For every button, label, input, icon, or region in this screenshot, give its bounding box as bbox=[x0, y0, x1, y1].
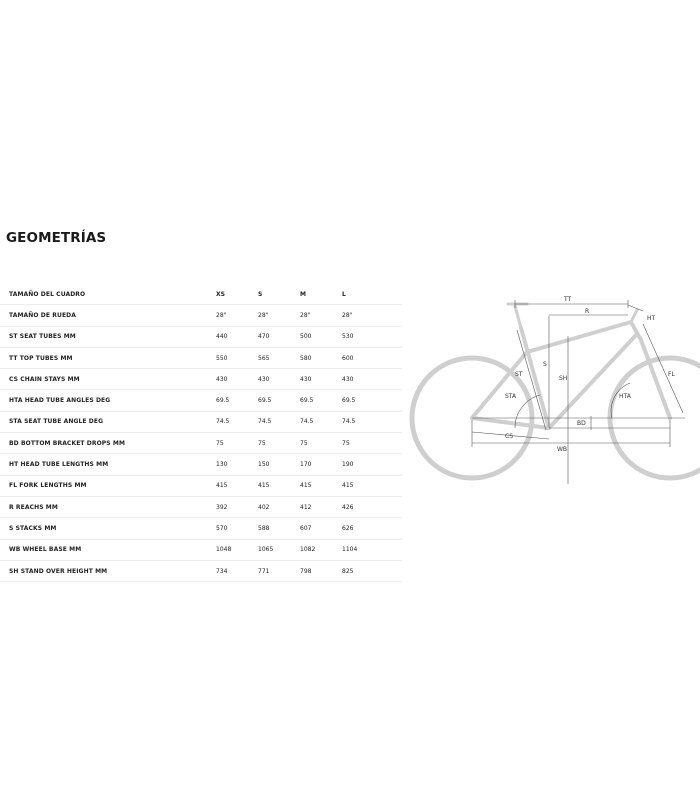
table-row bbox=[0, 475, 402, 496]
cell-m: 75 bbox=[300, 433, 342, 454]
table-row bbox=[0, 305, 402, 326]
cell-xs: 415 bbox=[216, 475, 258, 496]
table-row bbox=[0, 369, 402, 390]
cell-s: 75 bbox=[258, 433, 300, 454]
chain-stay bbox=[472, 418, 549, 428]
table-row bbox=[0, 454, 402, 475]
table-row bbox=[0, 326, 402, 347]
cell-m: 798 bbox=[300, 560, 342, 581]
row-label: BD BOTTOM BRACKET DROPS MM bbox=[0, 433, 216, 454]
cell-s: 150 bbox=[258, 454, 300, 475]
cell-xs: 570 bbox=[216, 518, 258, 539]
cell-s: 402 bbox=[258, 496, 300, 517]
cell-l: 74.5 bbox=[342, 411, 402, 432]
cell-s: 430 bbox=[258, 369, 300, 390]
bike-geometry-diagram bbox=[405, 290, 700, 490]
label-sh: SH bbox=[559, 375, 568, 382]
label-st: ST bbox=[515, 371, 523, 378]
size-header-m: M bbox=[300, 284, 342, 305]
row-label: STA SEAT TUBE ANGLE DEG bbox=[0, 411, 216, 432]
cell-m: 412 bbox=[300, 496, 342, 517]
cell-xs: 75 bbox=[216, 433, 258, 454]
cell-m: 415 bbox=[300, 475, 342, 496]
page-title: GEOMETRÍAS bbox=[6, 230, 107, 246]
cell-xs: 550 bbox=[216, 347, 258, 368]
cell-m: 1082 bbox=[300, 539, 342, 560]
cell-s: 565 bbox=[258, 347, 300, 368]
dimension-lines bbox=[472, 300, 685, 484]
label-wb: WB bbox=[557, 446, 568, 453]
cell-l: 190 bbox=[342, 454, 402, 475]
cell-xs: 430 bbox=[216, 369, 258, 390]
cell-s: 69.5 bbox=[258, 390, 300, 411]
label-cs: CS bbox=[505, 433, 513, 440]
cell-l: 600 bbox=[342, 347, 402, 368]
table-row bbox=[0, 390, 402, 411]
cell-l: 825 bbox=[342, 560, 402, 581]
cell-m: 69.5 bbox=[300, 390, 342, 411]
cell-m: 170 bbox=[300, 454, 342, 475]
table-header-row bbox=[0, 284, 402, 305]
cell-xs: 734 bbox=[216, 560, 258, 581]
row-label: TAMAÑO DE RUEDA bbox=[0, 305, 216, 326]
cell-m: 580 bbox=[300, 347, 342, 368]
cell-xs: 130 bbox=[216, 454, 258, 475]
cell-xs: 392 bbox=[216, 496, 258, 517]
size-header-l: L bbox=[342, 284, 402, 305]
label-s: S bbox=[543, 361, 547, 368]
cell-l: 530 bbox=[342, 326, 402, 347]
cell-s: 588 bbox=[258, 518, 300, 539]
cell-m: 607 bbox=[300, 518, 342, 539]
table-row bbox=[0, 539, 402, 560]
row-label: SH STAND OVER HEIGHT MM bbox=[0, 560, 216, 581]
size-header-xs: XS bbox=[216, 284, 258, 305]
label-hta: HTA bbox=[619, 393, 631, 400]
cell-l: 75 bbox=[342, 433, 402, 454]
size-header-s: S bbox=[258, 284, 300, 305]
cell-l: 415 bbox=[342, 475, 402, 496]
row-label: S STACKS MM bbox=[0, 518, 216, 539]
cell-l: 426 bbox=[342, 496, 402, 517]
label-r: R bbox=[585, 308, 590, 315]
seatpost bbox=[515, 306, 521, 328]
row-label: WB WHEEL BASE MM bbox=[0, 539, 216, 560]
cell-l: 28" bbox=[342, 305, 402, 326]
stem bbox=[631, 310, 637, 322]
cell-s: 415 bbox=[258, 475, 300, 496]
row-label: ST SEAT TUBES MM bbox=[0, 326, 216, 347]
label-ht: HT bbox=[647, 315, 656, 322]
cell-l: 430 bbox=[342, 369, 402, 390]
cell-xs: 69.5 bbox=[216, 390, 258, 411]
cell-l: 1104 bbox=[342, 539, 402, 560]
row-label: CS CHAIN STAYS MM bbox=[0, 369, 216, 390]
cell-l: 69.5 bbox=[342, 390, 402, 411]
cell-s: 74.5 bbox=[258, 411, 300, 432]
bike-frame-drawing bbox=[412, 304, 700, 478]
row-label: TT TOP TUBES MM bbox=[0, 347, 216, 368]
cell-xs: 1048 bbox=[216, 539, 258, 560]
cell-m: 500 bbox=[300, 326, 342, 347]
row-label: HT HEAD TUBE LENGTHS MM bbox=[0, 454, 216, 475]
cell-s: 28" bbox=[258, 305, 300, 326]
table-row bbox=[0, 411, 402, 432]
top-tube bbox=[527, 322, 631, 352]
cell-xs: 440 bbox=[216, 326, 258, 347]
seat-tube bbox=[521, 328, 549, 428]
cell-l: 626 bbox=[342, 518, 402, 539]
cell-s: 470 bbox=[258, 326, 300, 347]
cell-m: 28" bbox=[300, 305, 342, 326]
cell-s: 1065 bbox=[258, 539, 300, 560]
cell-m: 74.5 bbox=[300, 411, 342, 432]
table-row bbox=[0, 496, 402, 517]
geometry-table bbox=[0, 284, 402, 582]
cell-xs: 74.5 bbox=[216, 411, 258, 432]
size-header-label: TAMAÑO DEL CUADRO bbox=[0, 284, 216, 305]
cell-m: 430 bbox=[300, 369, 342, 390]
row-label: R REACHS MM bbox=[0, 496, 216, 517]
label-bd: BD bbox=[577, 420, 586, 427]
table-row bbox=[0, 518, 402, 539]
label-fl: FL bbox=[668, 371, 675, 378]
row-label: FL FORK LENGTHS MM bbox=[0, 475, 216, 496]
table-row bbox=[0, 433, 402, 454]
cell-xs: 28" bbox=[216, 305, 258, 326]
table-row bbox=[0, 560, 402, 581]
table-row bbox=[0, 347, 402, 368]
label-tt: TT bbox=[564, 296, 572, 303]
cell-s: 771 bbox=[258, 560, 300, 581]
row-label: HTA HEAD TUBE ANGLES DEG bbox=[0, 390, 216, 411]
label-sta: STA bbox=[505, 393, 517, 400]
